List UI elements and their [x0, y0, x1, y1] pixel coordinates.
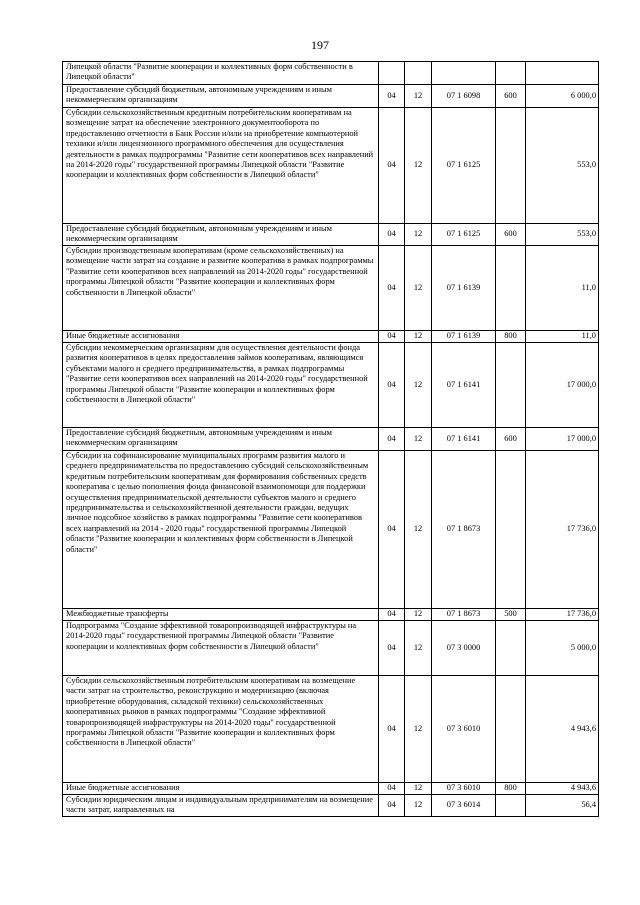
row-expense-type: 800 [496, 331, 526, 343]
row-expense-type [496, 676, 526, 783]
page-number: 197 [311, 38, 329, 52]
row-section: 04 [379, 451, 405, 609]
budget-table [62, 61, 599, 817]
row-expense-type [496, 108, 526, 224]
row-name: Субсидии юридическим лицам и индивидуальным предпринимателям на возмещение части затрат, направленных на [63, 795, 379, 817]
row-amount: 5 000,0 [526, 621, 599, 676]
row-amount: 553,0 [526, 224, 599, 246]
table-row [63, 676, 599, 783]
table-row [63, 428, 599, 451]
row-target-article: 07 1 6139 [432, 331, 496, 343]
row-target-article: 07 1 6098 [432, 85, 496, 108]
table-row [63, 795, 599, 817]
row-target-article: 07 3 0000 [432, 621, 496, 676]
row-expense-type: 600 [496, 224, 526, 246]
row-section: 04 [379, 343, 405, 428]
row-target-article: 07 1 6125 [432, 224, 496, 246]
row-amount: 17 000,0 [526, 343, 599, 428]
row-subsection: 12 [405, 224, 432, 246]
row-section: 04 [379, 676, 405, 783]
row-target-article: 07 3 6014 [432, 795, 496, 817]
table-row [63, 85, 599, 108]
row-target-article: 07 1 8673 [432, 609, 496, 621]
row-target-article: 07 3 6010 [432, 783, 496, 795]
row-target-article: 07 1 6141 [432, 343, 496, 428]
row-name: Субсидии некоммерческим организациям для осуществления деятельности фонда развития кооперативов в целях предоставления займов кооперативам, являющимся субъектами малого и среднего предпринимательства, в рамках подпрограммы "Развитие сети кооперативов всех направлений на 2014-2020 годы" государственной программы Липецкой области "Развитие кооперации и коллективных форм собственности в Липецкой области" [63, 343, 379, 428]
row-subsection: 12 [405, 85, 432, 108]
row-target-article: 07 1 6141 [432, 428, 496, 451]
row-expense-type [496, 343, 526, 428]
row-subsection: 12 [405, 783, 432, 795]
row-name: Иные бюджетные ассигнования [63, 331, 379, 343]
row-name: Субсидии сельскохозяйственным потребительским кооперативам на возмещение части затрат на строительство, реконструкцию и модернизацию (включая приобретение оборудования, складской техники) сельскохозяйственных кооперативных рынков в рамках подпрограммы "Создание эффективной товаропроизводящей инфраструктуры на 2014-2020 годы" государственной программы Липецкой области "Развитие кооперации и коллективных форм собственности в Липецкой области" [63, 676, 379, 783]
row-name: Субсидии сельскохозяйственным кредитным потребительским кооперативам на возмещение затрат на обеспечение электронного документооборота по предоставлению отчетности в Банк России и/или на приобретение компьютерной техники и/или лицензионного программного обеспечения для осуществления деятельности в рамках подпрограммы "Развитие сети кооперативов всех направлений на 2014-2020 годы" государственной программы Липецкой области "Развитие кооперации и коллективных форм собственности в Липецкой области" [63, 108, 379, 224]
row-target-article: 07 3 6010 [432, 676, 496, 783]
row-name: Субсидии на софинансирование муниципальных программ развития малого и среднего предпринимательства по предоставлению субсидий сельскохозяйственным кредитным потребительским кооперативам для формирования собственных средств кооператива с целью пополнения фонда финансовой взаимопомощи для поддержки осуществления предпринимательской деятельности субъектов малого и среднего предпринимательства и сельскохозяйственной деятельности граждан, ведущих личное подсобное хозяйство в рамках подпрограммы "Развитие сети кооперативов всех направлений на 2014 - 2020 годы" государственной программы Липецкой области "Развитие кооперации и коллективных форм собственности в Липецкой области" [63, 451, 379, 609]
row-section: 04 [379, 783, 405, 795]
row-amount: 56,4 [526, 795, 599, 817]
row-name: Подпрограмма "Создание эффективной товаропроизводящей инфраструктуры на 2014-2020 годы" государственной программы Липецкой области "Развитие кооперации и коллективных форм собственности в Липецкой области" [63, 621, 379, 676]
table-row [63, 783, 599, 795]
row-expense-type: 800 [496, 783, 526, 795]
row-expense-type [496, 451, 526, 609]
row-expense-type: 600 [496, 85, 526, 108]
row-expense-type [496, 621, 526, 676]
row-name: Субсидии производственным кооперативам (кроме сельскохозяйственных) на возмещение части затрат на создание и развитие кооператива в рамках подпрограммы "Развитие сети кооперативов всех направлений на 2014-2020 годы" государственной программы Липецкой области "Развитие кооперации и коллективных форм собственности в Липецкой области" [63, 246, 379, 331]
table-row [63, 62, 599, 85]
row-subsection: 12 [405, 343, 432, 428]
row-subsection: 12 [405, 108, 432, 224]
row-amount: 553,0 [526, 108, 599, 224]
row-amount: 11,0 [526, 246, 599, 331]
row-expense-type: 500 [496, 609, 526, 621]
table-row [63, 224, 599, 246]
table-row [63, 609, 599, 621]
row-section: 04 [379, 331, 405, 343]
row-subsection: 12 [405, 331, 432, 343]
row-expense-type [496, 62, 526, 85]
table-row [63, 331, 599, 343]
row-name: Предоставление субсидий бюджетным, автономным учреждениям и иным некоммерческим организациям [63, 428, 379, 451]
row-subsection [405, 62, 432, 85]
row-subsection: 12 [405, 428, 432, 451]
row-subsection: 12 [405, 621, 432, 676]
row-amount: 4 943,6 [526, 676, 599, 783]
row-target-article: 07 1 6125 [432, 108, 496, 224]
row-section: 04 [379, 795, 405, 817]
table-row [63, 108, 599, 224]
row-amount: 6 000,0 [526, 85, 599, 108]
row-name: Иные бюджетные ассигнования [63, 783, 379, 795]
row-section [379, 62, 405, 85]
row-subsection: 12 [405, 676, 432, 783]
row-amount [526, 62, 599, 85]
row-section: 04 [379, 428, 405, 451]
row-expense-type: 600 [496, 428, 526, 451]
row-expense-type [496, 246, 526, 331]
table-row [63, 451, 599, 609]
table-row [63, 343, 599, 428]
row-subsection: 12 [405, 795, 432, 817]
row-target-article [432, 62, 496, 85]
row-section: 04 [379, 621, 405, 676]
row-subsection: 12 [405, 609, 432, 621]
row-name: Липецкой области "Развитие кооперации и коллективных форм собственности в Липецкой области" [63, 62, 379, 85]
row-section: 04 [379, 108, 405, 224]
row-amount: 17 736,0 [526, 451, 599, 609]
row-name: Предоставление субсидий бюджетным, автономным учреждениям и иным некоммерческим организациям [63, 224, 379, 246]
row-amount: 4 943,6 [526, 783, 599, 795]
row-target-article: 07 1 6139 [432, 246, 496, 331]
row-subsection: 12 [405, 451, 432, 609]
row-name: Предоставление субсидий бюджетным, автономным учреждениям и иным некоммерческим организациям [63, 85, 379, 108]
row-target-article: 07 1 8673 [432, 451, 496, 609]
row-subsection: 12 [405, 246, 432, 331]
row-section: 04 [379, 246, 405, 331]
row-section: 04 [379, 85, 405, 108]
table-row [63, 621, 599, 676]
row-amount: 17 000,0 [526, 428, 599, 451]
table-row [63, 246, 599, 331]
row-expense-type [496, 795, 526, 817]
row-name: Межбюджетные трансферты [63, 609, 379, 621]
row-amount: 17 736,0 [526, 609, 599, 621]
row-section: 04 [379, 609, 405, 621]
row-section: 04 [379, 224, 405, 246]
row-amount: 11,0 [526, 331, 599, 343]
